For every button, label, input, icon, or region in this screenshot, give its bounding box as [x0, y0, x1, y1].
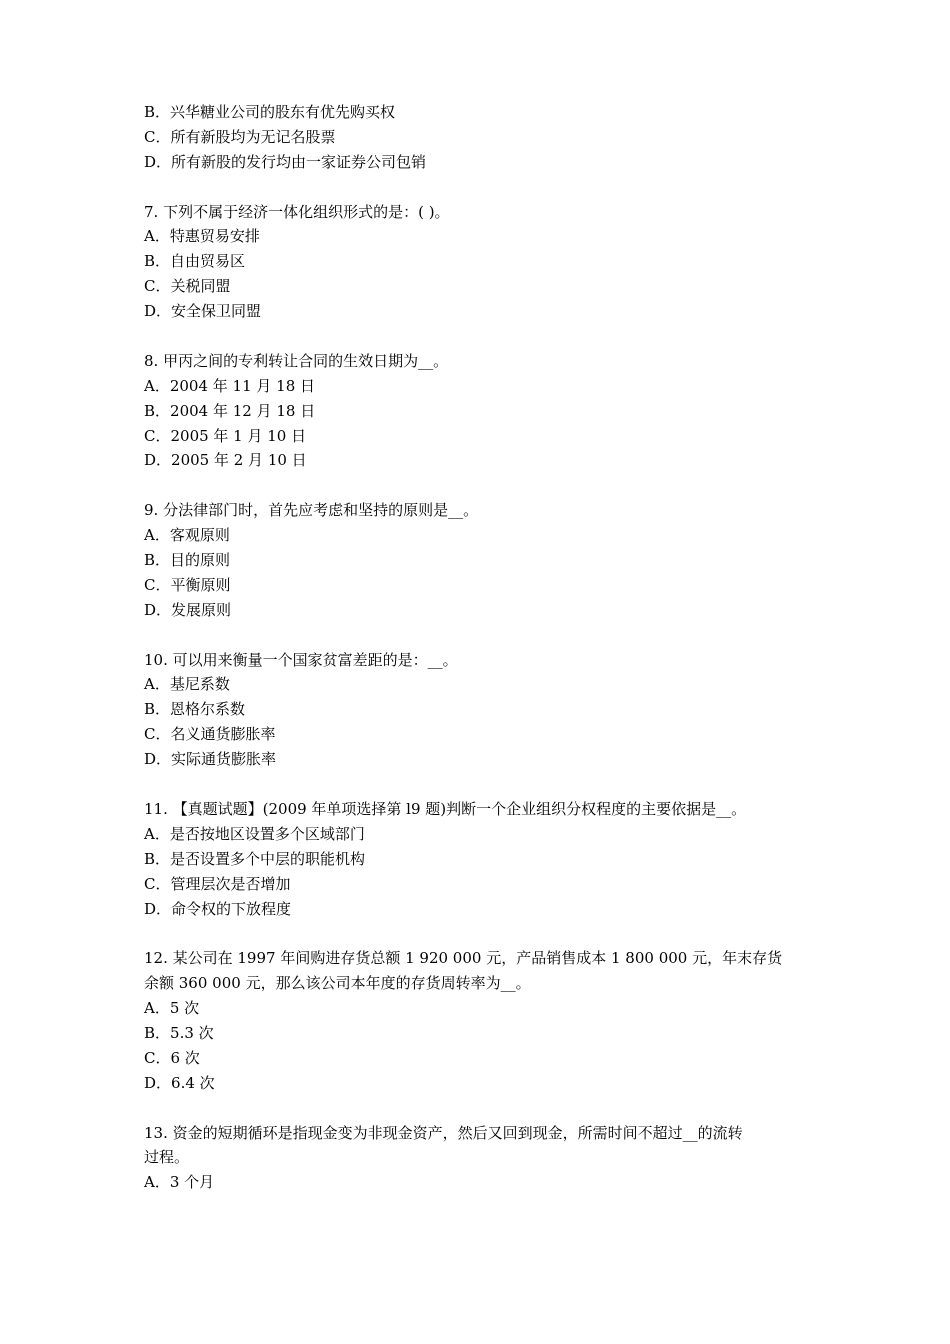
- option-d: D．发展原则: [144, 600, 232, 619]
- question-13: [144, 1121, 814, 1196]
- question-9: [144, 498, 814, 622]
- question-8: [144, 349, 814, 473]
- option-a: A．5 次: [144, 999, 200, 1018]
- question-11: [144, 797, 814, 921]
- question-stem: 9. 分法律部门时，首先应考虑和坚持的原则是__。: [144, 501, 479, 520]
- option-c: C．平衡原则: [144, 575, 231, 594]
- option-c: C．所有新股均为无记名股票: [144, 127, 336, 146]
- question-stem-line-1: 12. 某公司在 1997 年间购进存货总额 1 920 000 元，产品销售成本 1 800 000 元，年末存货: [144, 949, 783, 968]
- question-10: [144, 648, 814, 772]
- option-d: D．实际通货膨胀率: [144, 750, 277, 769]
- option-a: A．特惠贸易安排: [144, 227, 260, 246]
- question-12: [144, 946, 814, 1095]
- option-b: B．是否设置多个中层的职能机构: [144, 849, 366, 868]
- question-7: [144, 200, 814, 324]
- option-d: D．2005 年 2 月 10 日: [144, 451, 307, 470]
- question-stem: 10. 可以用来衡量一个国家贫富差距的是：__。: [144, 650, 458, 669]
- option-b: B．5.3 次: [144, 1023, 214, 1042]
- option-a: A．客观原则: [144, 526, 230, 545]
- option-a: A．2004 年 11 月 18 日: [144, 376, 316, 395]
- question-stem: 7. 下列不属于经济一体化组织形式的是：( )。: [144, 202, 450, 221]
- option-d: D．命令权的下放程度: [144, 899, 292, 918]
- option-b: B．目的原则: [144, 551, 231, 570]
- question-stem-line-2: 余额 360 000 元，那么该公司本年度的存货周转率为__。: [144, 974, 531, 993]
- question-stem: 11. 【真题试题】(2009 年单项选择第 l9 题)判断一个企业组织分权程度的主要依据是__。: [144, 799, 747, 818]
- option-a: A．3 个月: [144, 1173, 215, 1192]
- document-page: [144, 100, 814, 1195]
- option-c: C．2005 年 1 月 10 日: [144, 426, 307, 445]
- option-c: C．关税同盟: [144, 277, 231, 296]
- question-stem-line-1: 13. 资金的短期循环是指现金变为非现金资产，然后又回到现金，所需时间不超过__的流转: [144, 1123, 743, 1142]
- option-d: D．6.4 次: [144, 1073, 215, 1092]
- option-a: A．基尼系数: [144, 675, 230, 694]
- option-a: A．是否按地区设置多个区域部门: [144, 824, 365, 843]
- option-c: C．6 次: [144, 1048, 200, 1067]
- question-stem-line-2: 过程。: [144, 1148, 190, 1167]
- option-b: B．2004 年 12 月 18 日: [144, 401, 316, 420]
- option-d: D．所有新股的发行均由一家证券公司包销: [144, 152, 427, 171]
- option-c: C．名义通货膨胀率: [144, 725, 276, 744]
- option-c: C．管理层次是否增加: [144, 874, 291, 893]
- continued-options: [144, 100, 814, 175]
- option-d: D．安全保卫同盟: [144, 302, 262, 321]
- question-stem: 8. 甲丙之间的专利转让合同的生效日期为__。: [144, 351, 449, 370]
- option-b: B．兴华糖业公司的股东有优先购买权: [144, 103, 396, 121]
- option-b: B．恩格尔系数: [144, 700, 246, 719]
- option-b: B．自由贸易区: [144, 252, 246, 271]
